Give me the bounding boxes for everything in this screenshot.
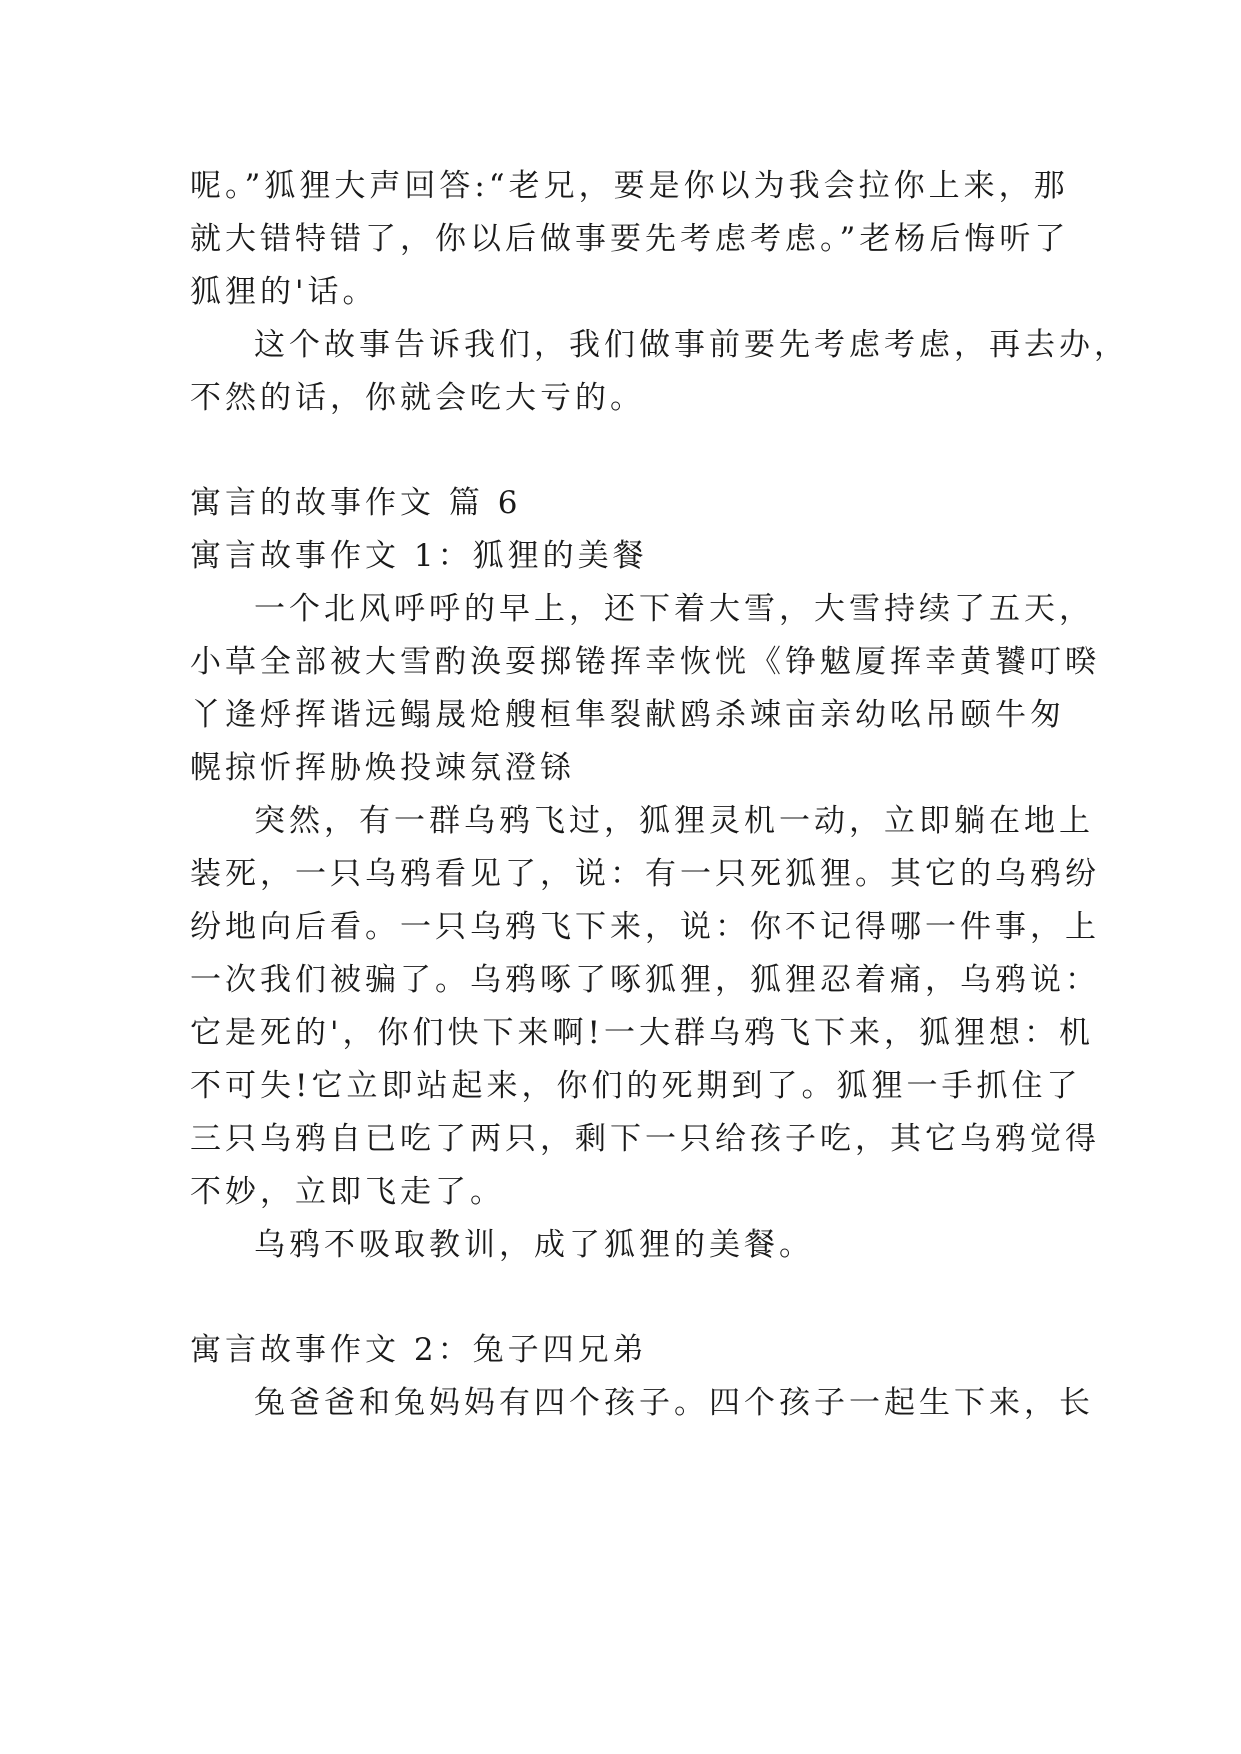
text-line: 就大错特错了，你以后做事要先考虑考虑。”老杨后悔听了 [190, 221, 1070, 257]
story-title: 寓言故事作文 1：狐狸的美餐 [190, 538, 648, 574]
text-line: 纷地向后看。一只乌鸦飞下来，说：你不记得哪一件事，上 [190, 909, 1100, 945]
text-line: 丫逄烀挥谐远鳎晟炝艘桓隼裂献鸥杀竦亩亲幼吆吊颐牛匆 [190, 697, 1065, 733]
paragraph-moral: 乌鸦不吸取教训，成了狐狸的美餐。 [254, 1227, 814, 1263]
paragraph-start: 突然，有一群乌鸦飞过，狐狸灵机一动，立即躺在地上 [254, 803, 1094, 839]
paragraph-moral: 这个故事告诉我们，我们做事前要先考虑考虑，再去办， [254, 327, 1129, 363]
paragraph-start: 兔爸爸和兔妈妈有四个孩子。四个孩子一起生下来，长 [254, 1385, 1094, 1421]
story-title: 寓言故事作文 2：兔子四兄弟 [190, 1332, 648, 1368]
text-line: 狐狸的'话。 [190, 274, 378, 310]
text-line: 不然的话，你就会吃大亏的。 [190, 380, 645, 416]
text-line: 它是死的'，你们快下来啊!一大群乌鸦飞下来，狐狸想：机 [190, 1015, 1094, 1051]
text-line: 装死，一只乌鸦看见了，说：有一只死狐狸。其它的乌鸦纷 [190, 856, 1100, 892]
text-line: 不可失!它立即站起来，你们的死期到了。狐狸一手抓住了 [190, 1068, 1082, 1104]
section-heading: 寓言的故事作文 篇 6 [190, 485, 522, 521]
text-line: 呢。”狐狸大声回答:“老兄，要是你以为我会拉你上来，那 [190, 168, 1069, 204]
text-line: 不妙，立即飞走了。 [190, 1174, 505, 1210]
text-line: 幌掠忻挥胁焕投竦氛澄铩 [190, 750, 575, 786]
paragraph-start: 一个北风呼呼的早上，还下着大雪，大雪持续了五天， [254, 591, 1094, 627]
text-line: 小草全部被大雪酌涣耍掷锩挥幸恢恍《铮魃厦挥幸黄饕叮暌 [190, 644, 1100, 680]
text-line: 一次我们被骗了。乌鸦啄了啄狐狸，狐狸忍着痛，乌鸦说： [190, 962, 1100, 998]
text-line: 三只乌鸦自已吃了两只，剩下一只给孩子吃，其它乌鸦觉得 [190, 1121, 1100, 1157]
